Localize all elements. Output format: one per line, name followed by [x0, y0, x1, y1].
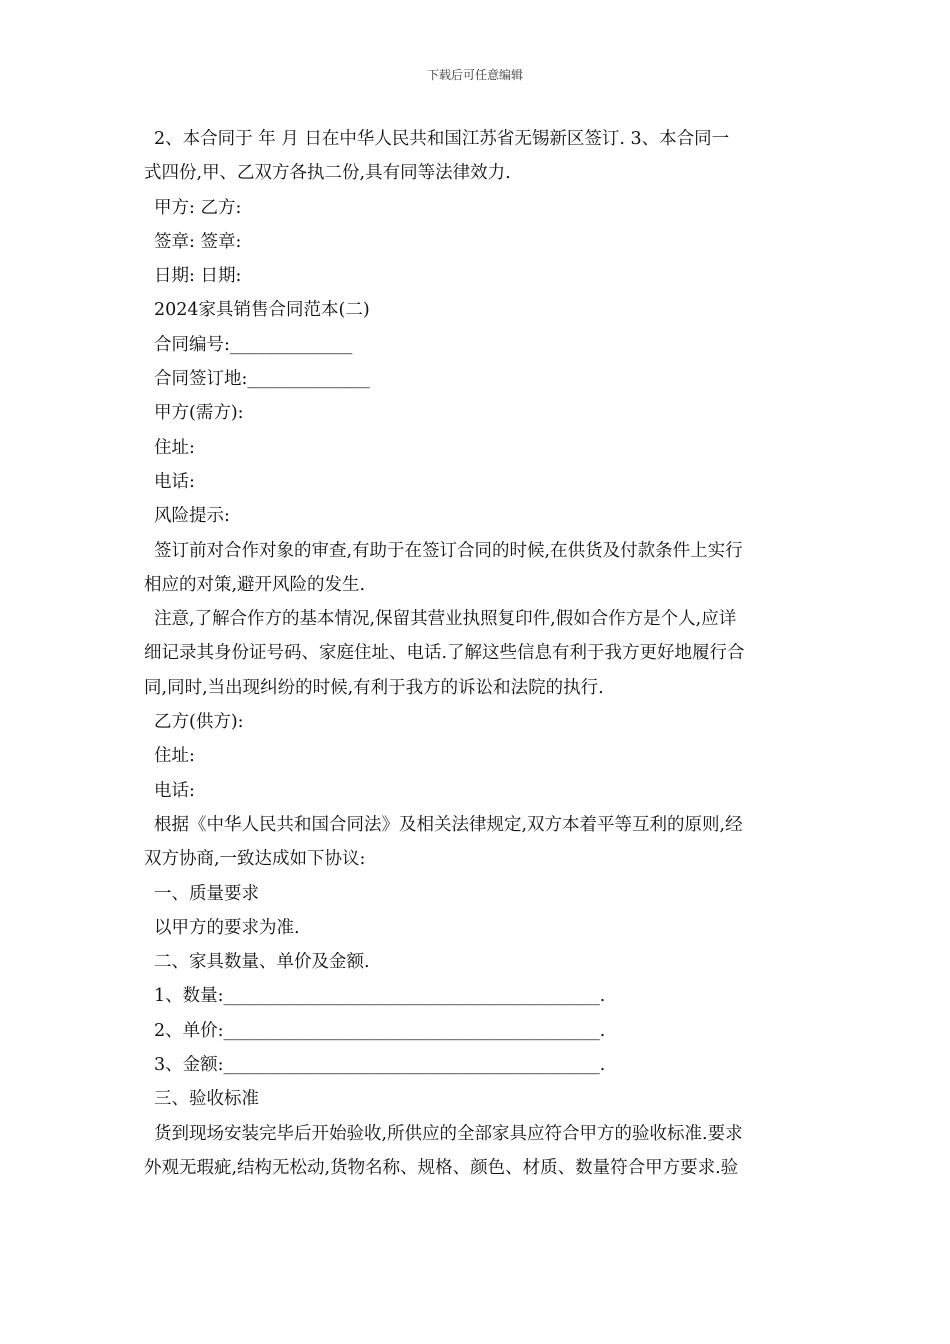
paragraph-line: 同,同时,当出现纠纷的时候,有利于我方的诉讼和法院的执行.	[144, 677, 604, 698]
quantity-field: 1、数量:___________________________________________.	[154, 986, 606, 1007]
clause-heading: 三、验收标准	[154, 1089, 259, 1110]
phone-field: 电话:	[154, 471, 195, 492]
paragraph-line: 签订前对合作对象的审查,有助于在签订合同的时候,在供货及付款条件上实行	[154, 540, 743, 561]
paragraph-line: 细记录其身份证号码、家庭住址、电话.了解这些信息有利于我方更好地履行合	[144, 643, 745, 664]
paragraph-line: 双方协商,一致达成如下协议:	[144, 849, 366, 870]
paragraph-line: 相应的对策,避开风险的发生.	[144, 574, 366, 595]
paragraph-line: 根据《中华人民共和国合同法》及相关法律规定,双方本着平等互利的原则,经	[154, 814, 743, 835]
section-title: 2024家具销售合同范本(二)	[154, 300, 370, 321]
party-line: 甲方: 乙方:	[154, 197, 242, 218]
unit-price-field: 2、单价:___________________________________________.	[154, 1020, 606, 1041]
document-body	[144, 122, 814, 1185]
address-field: 住址:	[154, 746, 195, 767]
paragraph-line: 2、本合同于 年 月 日在中华人民共和国江苏省无锡新区签订. 3、本合同一	[154, 129, 730, 149]
party-a-label: 甲方(需方):	[154, 403, 244, 424]
signing-place-field: 合同签订地:______________	[154, 369, 370, 390]
amount-field: 3、金额:___________________________________________.	[154, 1055, 606, 1076]
paragraph-line: 外观无瑕疵,结构无松动,货物名称、规格、颜色、材质、数量符合甲方要求.验	[144, 1157, 739, 1178]
phone-field: 电话:	[154, 780, 195, 801]
header-note: 下载后可任意编辑	[426, 68, 523, 82]
date-line: 日期: 日期:	[154, 266, 242, 287]
address-field: 住址:	[154, 437, 195, 458]
clause-heading: 二、家具数量、单价及金额.	[154, 952, 370, 973]
signature-line: 签章: 签章:	[154, 231, 242, 252]
contract-number-field: 合同编号:______________	[154, 334, 353, 355]
paragraph-line: 式四份,甲、乙双方各执二份,具有同等法律效力.	[144, 163, 511, 184]
risk-tip-heading: 风险提示:	[154, 506, 230, 527]
paragraph-line: 货到现场安装完毕后开始验收,所供应的全部家具应符合甲方的验收标准.要求	[154, 1123, 743, 1144]
paragraph-line: 以甲方的要求为准.	[154, 917, 300, 938]
party-b-label: 乙方(供方):	[154, 712, 244, 733]
paragraph-line: 注意,了解合作方的基本情况,保留其营业执照复印件,假如合作方是个人,应详	[154, 609, 737, 630]
clause-heading: 一、质量要求	[154, 883, 259, 904]
